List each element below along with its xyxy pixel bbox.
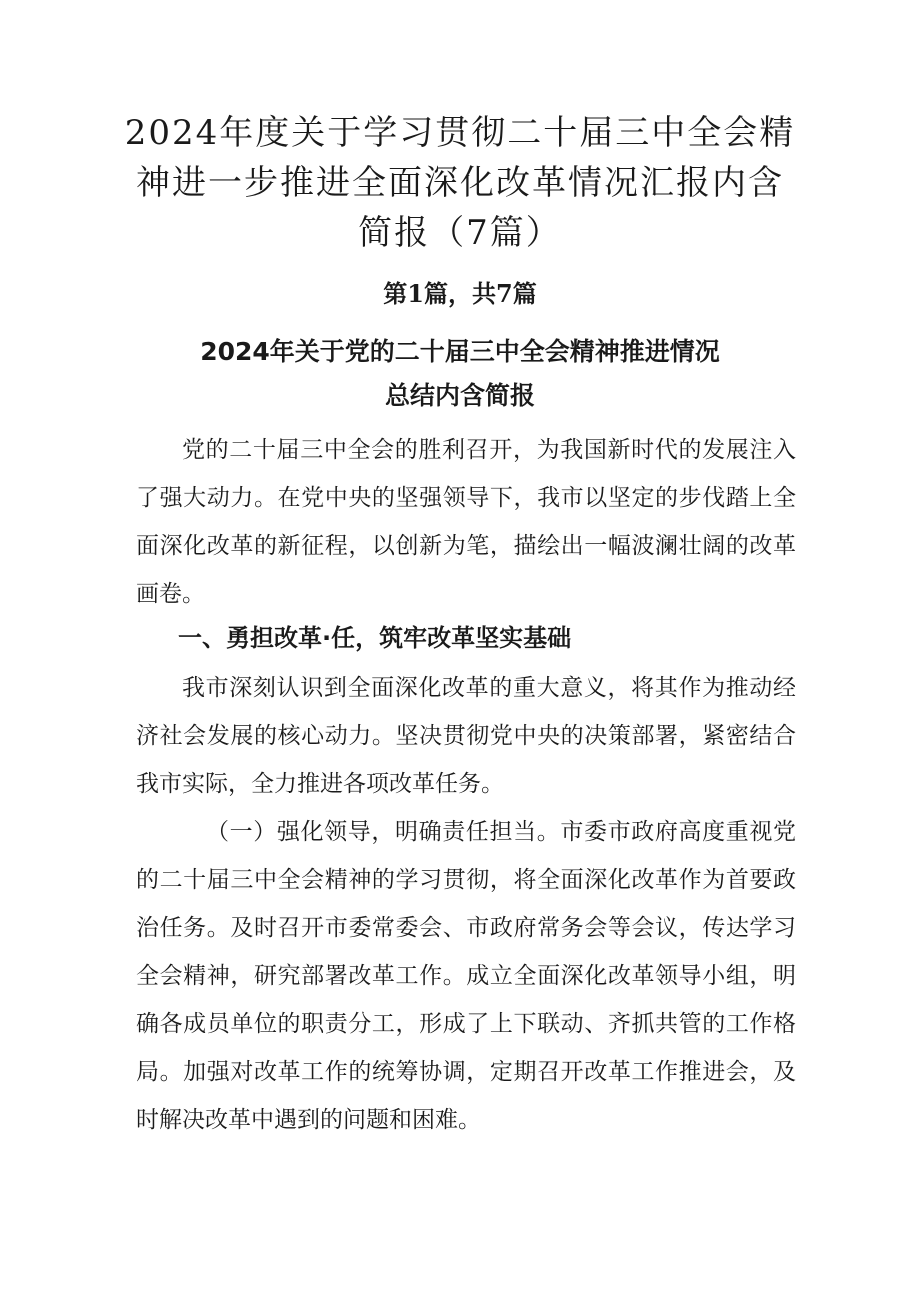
document-title-line: 2024年度关于学习贯彻二十届三中全会精 — [124, 113, 796, 153]
part-indicator: 第1篇，共7篇 — [383, 279, 537, 308]
subsection-paragraph: （一）强化领导，明确责任担当。市委市政府高度重视党的二十届三中全会精神的学习贯彻，将全面深化改革作为首要政治任务。及时召开市委常委会、市政府常务会等会议，传达学习全会精神，研究部署改革工作。成立全面深化改革领导小组，明确各成员单位的职责分工，形成了上下联动、齐抓共管的工作格局。加强对改革工作的统筹协调，定期召开改革工作推进会，及时解决改革中遇到的问题和困难。 — [136, 819, 796, 1133]
article-title-line: 2024年关于党的二十届三中全会精神推进情况 — [200, 337, 720, 366]
document-title-line: 简报（7篇） — [358, 213, 562, 253]
section-heading: 一、勇担改革·任，筑牢改革坚实基础 — [178, 624, 572, 652]
intro-paragraph: 党的二十届三中全会的胜利召开，为我国新时代的发展注入了强大动力。在党中央的坚强领导下，我市以坚定的步伐踏上全面深化改革的新征程，以创新为笔，描绘出一幅波澜壮阔的改革画卷。 — [136, 437, 796, 607]
article-title — [130, 330, 790, 418]
article-title-line: 总结内含简报 — [384, 381, 535, 410]
section-paragraph: 我市深刻认识到全面深化改革的重大意义，将其作为推动经济社会发展的核心动力。坚决贯彻党中央的决策部署，紧密结合我市实际，全力推进各项改革任务。 — [136, 675, 796, 797]
document-title — [120, 108, 800, 258]
document-title-line: 神进一步推进全面深化改革情况汇报内含 — [136, 163, 784, 203]
